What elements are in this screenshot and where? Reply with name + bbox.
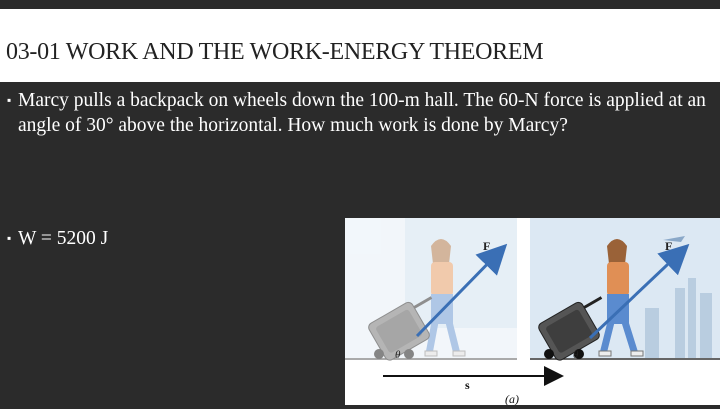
right-panel [530,218,720,362]
angle-label-left: θ [395,349,401,361]
physics-figure [345,218,720,405]
bullet-question-text: Marcy pulls a backpack on wheels down the 100-m hall. The 60-N force is applied at an angle of 30° above the horizontal. How much work is done by Marcy? [18,90,706,136]
title-bar [0,9,720,82]
bullet-marker: ▪ [7,231,12,245]
force-label-right: F [665,239,673,253]
bullet-answer [7,226,109,251]
angle-label-right: θ [573,349,579,361]
bullet-marker: ▪ [7,93,12,107]
figure-illustration [345,218,720,405]
left-panel [345,218,517,362]
force-label-left: F [483,239,491,253]
slide-title: 03-01 WORK AND THE WORK-ENERGY THEOREM [6,39,544,65]
bullet-question [7,88,708,138]
figure-caption: (a) [505,392,519,405]
top-bar [0,0,720,9]
displacement-label: s [465,378,470,392]
bullet-answer-text: W = 5200 J [18,228,109,249]
